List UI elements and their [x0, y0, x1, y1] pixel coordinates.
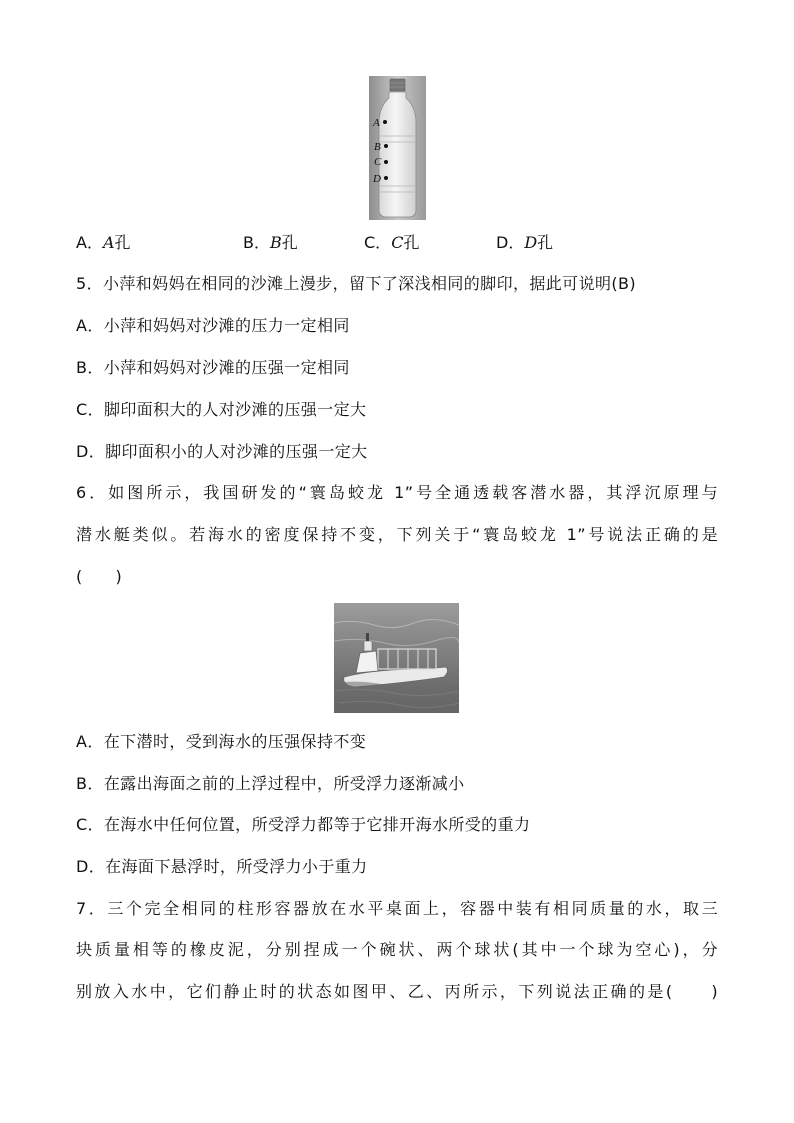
q4-option-a[interactable]: A．A孔 — [76, 233, 131, 252]
q7-stem-line-3: 别放入水中，它们静止时的状态如图甲、乙、丙所示，下列说法正确的是( ) — [76, 982, 718, 1001]
label-d: D — [373, 173, 381, 185]
hole-a — [383, 120, 387, 124]
q4-option-d[interactable]: D．D孔 — [496, 233, 554, 252]
q6-option-a[interactable]: A．在下潜时，受到海水的压强保持不变 — [76, 732, 367, 751]
q7-stem-line-1: 7．三个完全相同的柱形容器放在水平桌面上，容器中装有相同质量的水，取三 — [76, 899, 718, 918]
q4-option-c[interactable]: C．C孔 — [364, 233, 420, 252]
q5-option-a[interactable]: A．小萍和妈妈对沙滩的压力一定相同 — [76, 316, 350, 335]
label-c: C — [374, 156, 382, 168]
hole-b — [384, 144, 388, 148]
hole-d — [384, 176, 388, 180]
q5-option-d[interactable]: D．脚印面积小的人对沙滩的压强一定大 — [76, 442, 368, 461]
q6-stem-line-1: 6．如图所示，我国研发的“寰岛蛟龙 1”号全通透载客潜水器，其浮沉原理与 — [76, 483, 718, 502]
q6-option-b[interactable]: B．在露出海面之前的上浮过程中，所受浮力逐渐减小 — [76, 774, 465, 793]
q5-option-b[interactable]: B．小萍和妈妈对沙滩的压强一定相同 — [76, 358, 350, 377]
bottle-figure — [369, 76, 426, 220]
q5-option-c[interactable]: C．脚印面积大的人对沙滩的压强一定大 — [76, 400, 367, 419]
q6-option-c[interactable]: C．在海水中任何位置，所受浮力都等于它排开海水所受的重力 — [76, 815, 531, 834]
q4-option-b[interactable]: B．B孔 — [243, 233, 298, 252]
q6-stem-line-2: 潜水艇类似。若海水的密度保持不变，下列关于“寰岛蛟龙 1”号说法正确的是 — [76, 525, 718, 544]
q7-stem-line-2: 块质量相等的橡皮泥，分别捏成一个碗状、两个球状(其中一个球为空心)，分 — [76, 940, 718, 959]
label-a: A — [373, 117, 380, 129]
submersible-figure — [334, 603, 459, 713]
label-b: B — [374, 141, 381, 153]
q6-answer-blank: ( ) — [76, 567, 123, 586]
hole-c — [384, 160, 388, 164]
q5-stem: 5．小萍和妈妈在相同的沙滩上漫步，留下了深浅相同的脚印，据此可说明(B) — [76, 274, 637, 293]
q6-option-d[interactable]: D．在海面下悬浮时，所受浮力小于重力 — [76, 857, 368, 876]
